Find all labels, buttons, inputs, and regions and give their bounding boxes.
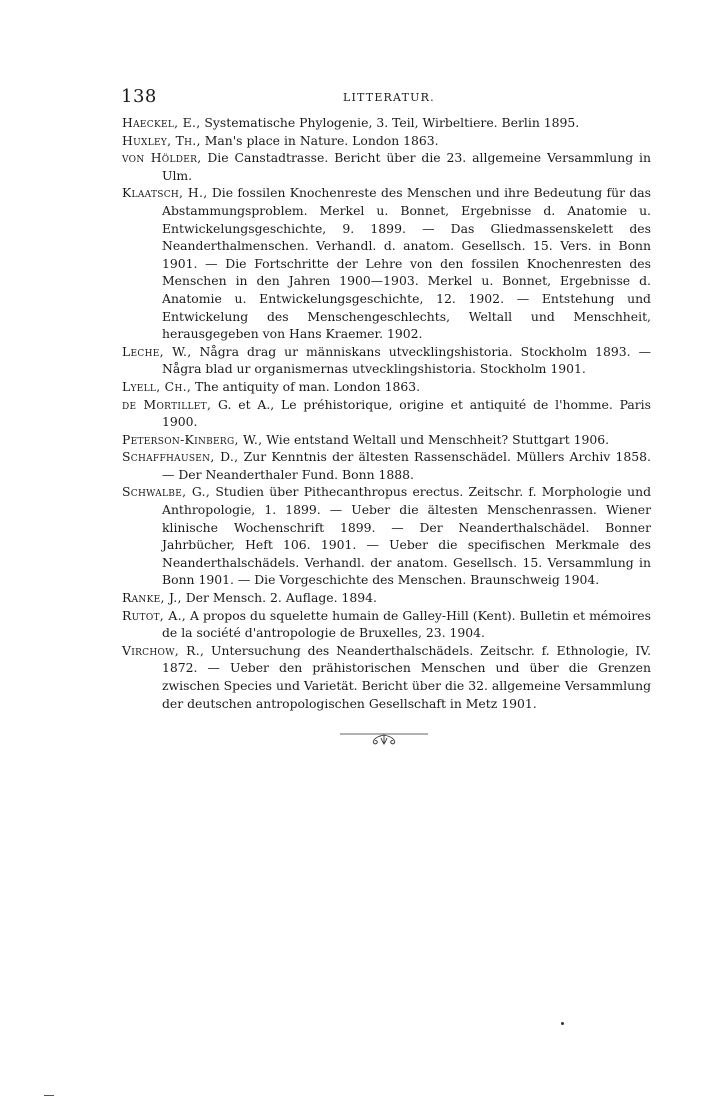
page-edge-mark (44, 1095, 54, 1096)
bib-author: Ranke, J., (122, 590, 182, 606)
bib-author: Schwalbe, G., (122, 484, 211, 500)
bib-text: The antiquity of man. London 1863. (191, 378, 421, 394)
bib-author: Rutot, A., (122, 607, 187, 623)
bib-author: Klaatsch, H., (122, 185, 208, 201)
bib-entry-leche (122, 343, 651, 378)
bib-author: Virchow, R., (122, 642, 205, 658)
bib-entry-hoelder (122, 149, 651, 184)
bibliography-list (122, 114, 651, 712)
bib-author: Leche, W., (122, 343, 192, 359)
bib-entry-ranke (122, 589, 651, 607)
bib-text: Wie entstand Weltall und Menschheit? Stuttgart 1906. (262, 431, 610, 447)
bib-entry-huxley (122, 132, 651, 150)
bib-text: Man's place in Nature. London 1863. (200, 132, 439, 148)
bib-entry-klaatsch (122, 184, 651, 342)
bib-text: Die fossilen Knochenreste des Menschen und ihre Bedeutung für das Abstammungsproblem. Merkel u. Bonnet, Ergebnisse d. Anatomie u. Entwickelungsgeschichte, 9. 1899. — Das Gliedmassenskelett des Neanderthalmenschen. Verhandl. d. anatom. Gesellsch. 15. Vers. in Bonn 1901. — Die Fortschritte der Lehre von den fossilen Knochenresten des Menschen in den Jahren 1900—1903. Merkel u. Bonnet, Ergebnisse d. Anatomie u. Entwickelungsgeschichte, 12. 1902. — Entstehung und Entwickelung des Menschengeschlechts, Weltall und Menschheit, herausgegeben von Hans Kraemer. 1902. (162, 185, 652, 342)
running-head: LITTERATUR. (343, 91, 435, 104)
bib-author: Peterson-Kinberg, W., (122, 431, 263, 447)
bib-author: Schaffhausen, D., (122, 449, 239, 465)
bib-entry-mortillet (122, 396, 651, 431)
bib-entry-rutot (122, 607, 651, 642)
bib-author: de Mortillet, (122, 396, 212, 412)
bib-text: Untersuchung des Neanderthalschädels. Zeitschr. f. Ethnologie, IV. 1872. — Ueber den prähistorischen Menschen und über die Grenzen zwischen Species und Varietät. Bericht über die 32. allgemeine Versammlung der deutschen antropologischen Gesellschaft in Metz 1901. (162, 642, 652, 711)
fleuron-divider-icon (340, 729, 428, 749)
bib-author: von Hölder, (122, 150, 202, 166)
bib-author: Huxley, Th., (122, 132, 201, 148)
page-number: 138 (121, 86, 157, 107)
bib-entry-virchow (122, 642, 651, 712)
bib-text: Studien über Pithecanthropus erectus. Zeitschr. f. Morphologie und Anthropologie, 1. 1899. — Ueber die ältesten Menschenrassen. Wiener klinische Wochenschrift 1899. — Der Neanderthalschädel. Bonner Jahrbücher, Heft 106. 1901. — Ueber die specifischen Merkmale des Neanderthalschädels. Verhandl. der anatom. Gesellsch. 15. Versammlung in Bonn 1901. — Die Vorgeschichte des Menschen. Braunschweig 1904. (162, 484, 652, 588)
bib-text: A propos du squelette humain de Galley-Hill (Kent). Bulletin et mémoires de la société d'antropologie de Bruxelles, 23. 1904. (162, 607, 651, 641)
bib-text: G. et A., Le préhistorique, origine et antiquité de l'homme. Paris 1900. (162, 396, 651, 430)
bib-entry-lyell (122, 378, 651, 396)
bib-text: Zur Kenntnis der ältesten Rassenschädel. Müllers Archiv 1858. — Der Neanderthaler Fund. Bonn 1888. (162, 449, 651, 482)
bib-text: Systematische Phylogenie, 3. Teil, Wirbeltiere. Berlin 1895. (200, 115, 580, 130)
bib-text: Der Mensch. 2. Auflage. 1894. (181, 590, 377, 606)
bib-entry-haeckel (122, 114, 651, 132)
bib-entry-schaffhausen (122, 448, 651, 483)
bib-text: Die Canstadtrasse. Bericht über die 23. allgemeine Versammlung in Ulm. (162, 150, 651, 183)
bib-author: Lyell, Ch., (122, 378, 192, 394)
page-speck (561, 1022, 564, 1025)
bib-author: Haeckel, E., (122, 115, 201, 130)
bib-entry-peterson-kinberg (122, 431, 651, 449)
bib-entry-schwalbe (122, 483, 651, 589)
bib-text: Några drag ur människans utvecklingshistoria. Stockholm 1893. — Några blad ur organismernas utvecklingshistoria. Stockholm 1901. (162, 343, 651, 377)
